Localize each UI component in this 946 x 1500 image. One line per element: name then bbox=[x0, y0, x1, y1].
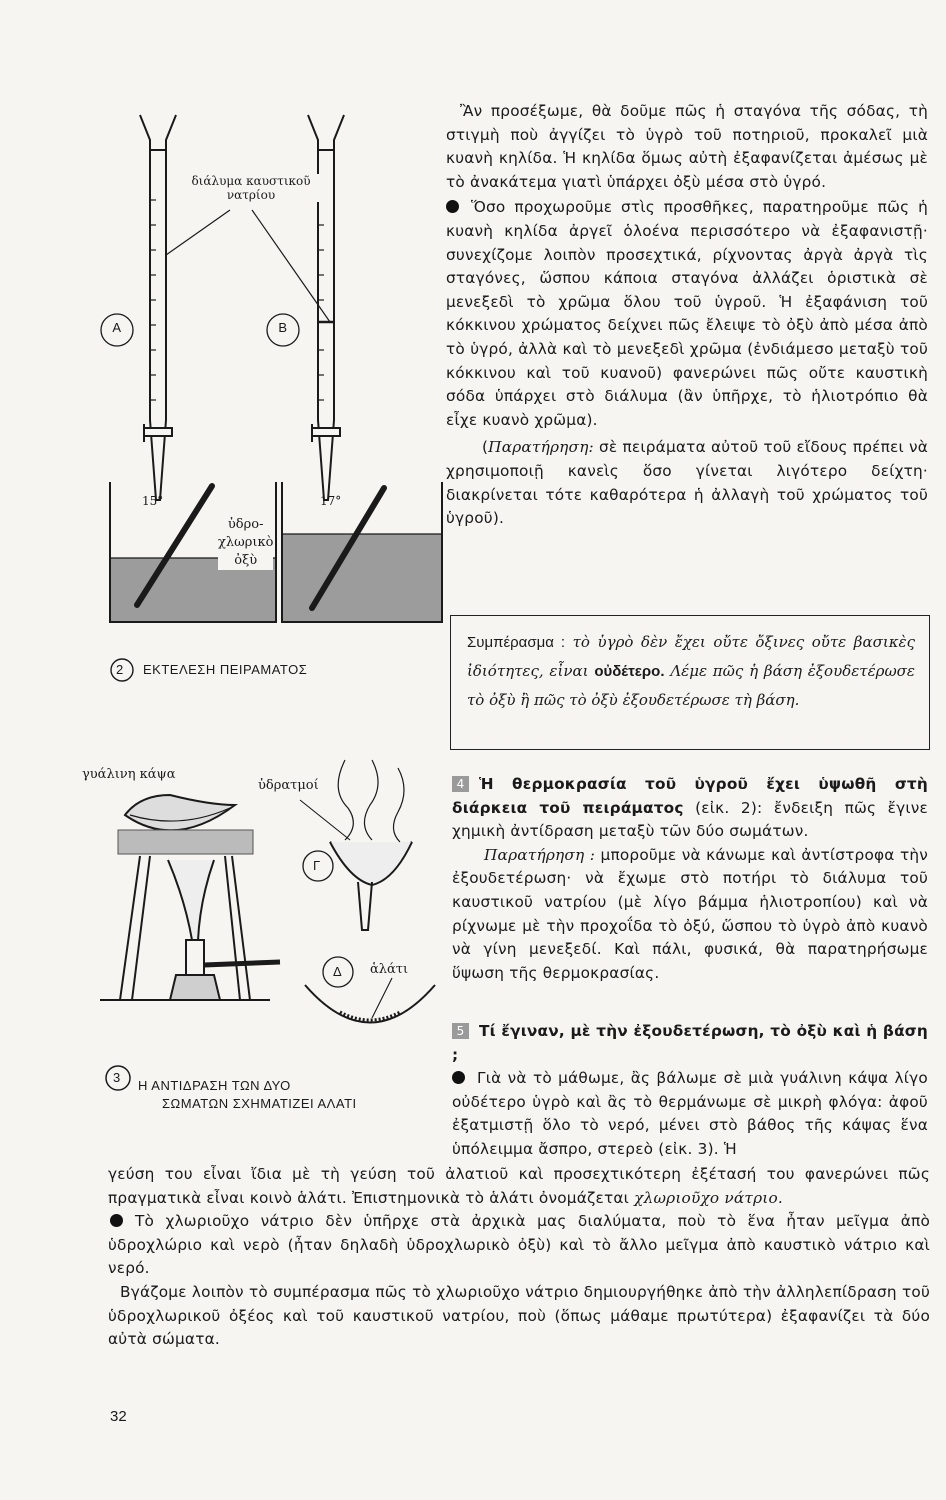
section-5-number: 5 bbox=[452, 1023, 469, 1039]
temp-a: 15° bbox=[142, 494, 164, 508]
bullet-icon bbox=[110, 1214, 123, 1227]
label-salt: ἁλάτι bbox=[370, 962, 409, 977]
figure2-caption: ΕΚΤΕΛΕΣΗ ΠΕΙΡΑΜΑΤΟΣ bbox=[143, 662, 308, 677]
right-column bbox=[446, 100, 928, 531]
salt-dish bbox=[305, 978, 435, 1023]
figure3-number: 3 bbox=[113, 1070, 121, 1085]
label-acid: ὑδρο- χλωρικὸ ὀξὺ bbox=[218, 517, 274, 568]
burette-b bbox=[308, 115, 344, 500]
figure3-caption-2: ΣΩΜΑΤΩΝ ΣΧΗΜΑΤΙΖΕΙ ΑΛΑΤΙ bbox=[162, 1096, 357, 1111]
section-5-heading: Τί ἔγιναν, μὲ τὴν ἐξουδετέρωση, τὸ ὀξὺ καὶ ἡ βάση ; bbox=[452, 1022, 928, 1064]
page-number: 32 bbox=[110, 1408, 127, 1425]
conclusion-box: Συμπέρασμα : τὸ ὑγρὸ δὲν ἔχει οὔτε ὄξινες οὔτε βασικὲς ἰδιότητες, εἶναι οὐδέτερο. Λέμε πῶς ἡ βάση ἐξουδετέρωσε τὸ ὀξὺ ἢ πῶς τὸ ὀξὺ ἐξουδετέρωσε τὴ βάση. bbox=[450, 615, 930, 750]
label-g: Γ bbox=[313, 858, 321, 873]
section-4: 4 Ἡ θερμοκρασία τοῦ ὑγροῦ ἔχει ὑψωθῆ στὴ διάρκεια τοῦ πειράματος (εἰκ. 2): ἔνδειξη πῶς ἔγινε χημικὴ ἀντίδραση μεταξὺ τῶν δύο σωμάτων. Παρατήρηση : μποροῦμε νὰ κάνωμε καὶ ἀντίστροφα τὴν ἐξουδετέρωση· νὰ ἔχωμε στὸ ποτήρι τὸ διάλυμα τοῦ καυστικοῦ νατρίου (μὲ λίγο βάμμα ἡλιοτροπίου) καὶ νὰ ρίχνωμε μὲ τὴν προχοΐδα τὸ ὀξύ, ὥσπου τὸ ὑγρὸ ἀπὸ κυανὸ νὰ γίνη μενεξεδί. Καὶ πάλι, φυσικά, θὰ παρατηρήσωμε ὕψωση τῆς θερμοκρασίας. bbox=[452, 775, 929, 982]
bullet-icon bbox=[452, 1071, 465, 1084]
label-vapour: ὑδρατμοί bbox=[258, 778, 319, 793]
label-solution: διάλυμα καυστικοῦ νατρίου bbox=[176, 174, 326, 202]
section-4-number: 4 bbox=[452, 776, 469, 792]
bullet-icon bbox=[446, 200, 459, 213]
figure3-caption-1: Η ΑΝΤΙΔΡΑΣΗ ΤΩΝ ΔΥΟ bbox=[138, 1078, 291, 1093]
paragraph-3: (Παρατήρηση: σὲ πειράματα αὐτοῦ τοῦ εἴδους πρέπει νὰ χρησιμοποιῇ κανεὶς ὅσο γίνεται λιγότερο δείχτη· διακρίνεται τότε καθαρότερα ἡ ἀλλαγὴ τοῦ χρώματος τοῦ ὑγροῦ). bbox=[446, 438, 929, 528]
paragraph-2: Ὅσο προχωροῦμε στὶς προσθῆκες, παρατηροῦμε πῶς ἡ κυανὴ κηλίδα ἀργεῖ ὁλοένα περισσότερο νὰ ἐξαφανιστῇ· συνεχίζομε λοιπὸν προσεχτικά, ρίχνοντας ἀργὰ ἀργὰ τὶς σταγόνες, ὥσπου κάποια σταγόνα ἀλλάζει ὁριστικὰ σὲ μενεξεδὶ τὸ χρῶμα ὅλου τοῦ ὑγροῦ. Ἡ ἐξαφάνιση τοῦ κόκκινου χρώματος δείχνει πῶς ἔλειψε τὸ ὀξὺ ἀπὸ μέσα ἀπὸ τὸ ὑγρό, ἀλλὰ καὶ τὸ μενεξεδὶ χρῶμα (ἐνδιάμεσο μεταξὺ τοῦ κόκκινου καὶ τοῦ κυανοῦ) φανερώνει πῶς οὔτε καυστικὴ σόδα ὑπάρχει στὸ διάλυμα (ἂν ὑπῆρχε, τὸ ἡλιοτρόπιο θὰ εἶχε κυανὸ χρῶμα). bbox=[446, 198, 928, 429]
section-4-heading: Ἡ θερμοκρασία τοῦ ὑγροῦ ἔχει ὑψωθῆ στὴ διάρκεια τοῦ πειράματος bbox=[452, 775, 928, 817]
paragraph-1: Ἂν προσέξωμε, θὰ δοῦμε πῶς ἡ σταγόνα τῆς σόδας, τὴ στιγμὴ ποὺ ἀγγίζει τὸ ὑγρὸ τοῦ ποτηριοῦ, προκαλεῖ μιὰ κυανὴ κηλίδα. Ἡ κηλίδα ὅμως αὐτὴ ἐξαφανίζεται ἀμέσως μὲ τὸ ἀνακάτεμα γιατὶ ὑπάρχει ὀξὺ μέσα στὸ ὑγρό. bbox=[446, 102, 928, 191]
beaker-b bbox=[282, 482, 442, 622]
section-5: 5 Τί ἔγιναν, μὲ τὴν ἐξουδετέρωση, τὸ ὀξὺ καὶ ἡ βάση ; Γιὰ νὰ τὸ μάθωμε, ἂς βάλωμε σὲ μιὰ γυάλινη κάψα λίγο οὐδέτερο ὑγρὸ καὶ ἂς τὸ θερμάνωμε σὲ μικρὴ φλόγα: ἀφοῦ ἐξατμιστῇ ὅλο τὸ νερό, μένει στὸ βάθος τῆς κάψας ἕνα ὑπόλειμμα ἄσπρο, στερεὸ (εἰκ. 3). Ἡ bbox=[452, 1022, 928, 1158]
label-a: A bbox=[112, 320, 122, 335]
figure2-number: 2 bbox=[116, 662, 124, 677]
heating-apparatus bbox=[100, 795, 280, 1000]
label-d: Δ bbox=[333, 964, 343, 979]
burette-a bbox=[140, 115, 176, 500]
bottom-text: γεύση του εἶναι ἴδια μὲ τὴ γεύση τοῦ ἀλατιοῦ καὶ προσεχτικότερη ἐξέτασή του φανερώνει πῶς πραγματικὰ εἶναι κοινὸ ἁλάτι. Ἐπιστημονικὰ τὸ ἁλάτι ὀνομάζεται χλωριοῦχο νάτριο. Τὸ χλωριοῦχο νάτριο δὲν ὑπῆρχε στὰ ἀρχικὰ μας διαλύματα, ποὺ τὸ ἕνα ἦταν μεῖγμα ἀπὸ ὑδροχλώριο καὶ νερὸ (ἦταν δηλαδὴ ὑδροχλωρικὸ ὀξὺ) καὶ τὸ ἄλλο μεῖγμα ἀπὸ καυστικὸ νάτριο καὶ νερό. Βγάζομε λοιπὸν τὸ συμπέρασμα πῶς τὸ χλωριοῦχο νάτριο δημιουργήθηκε ἀπὸ τὴν ἀλληλεπίδραση τοῦ ὑδροχλωρικοῦ ὀξέος καὶ τοῦ καυστικοῦ νατρίου, ποὺ (ὅπως μάθαμε πρωτύτερα) ἐξαφανίζει τὰ δύο αὐτὰ σώματα. bbox=[108, 1165, 930, 1349]
label-b: B bbox=[278, 320, 288, 335]
label-dish: γυάλινη κάψα bbox=[82, 767, 176, 782]
temp-b: 17° bbox=[320, 494, 342, 508]
